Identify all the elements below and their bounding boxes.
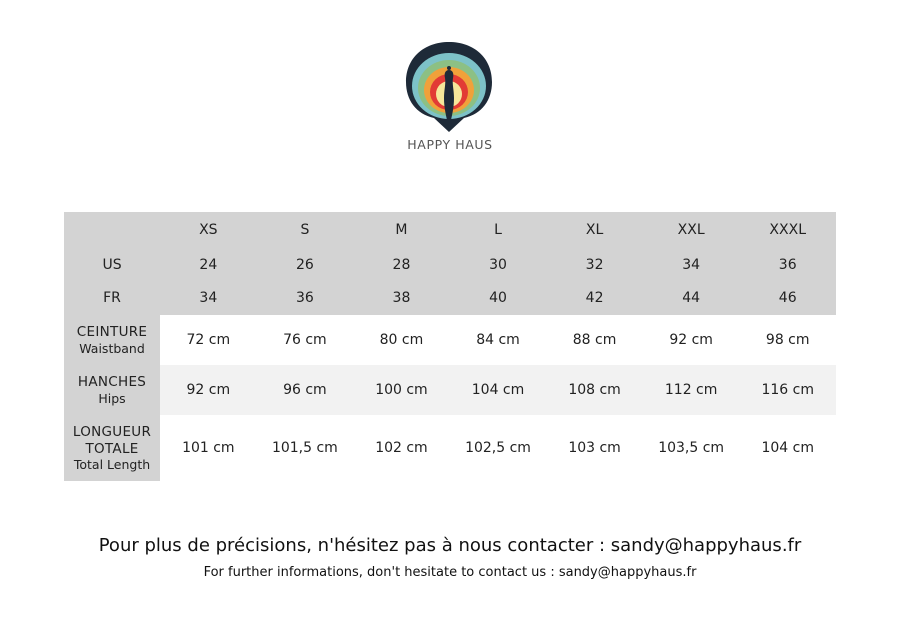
fr-value-cell: 34 [160,281,257,315]
total-length-value-cell: 103,5 cm [643,415,740,481]
total-length-value-cell: 102 cm [353,415,450,481]
fr-size-row [64,281,836,315]
size-chart-table [64,212,836,481]
hips-value-cell: 116 cm [739,365,836,415]
waistband-value-cell: 76 cm [257,315,354,365]
us-value-cell: 30 [450,248,547,281]
total-length-value-cell: 103 cm [546,415,643,481]
us-value-cell: 28 [353,248,450,281]
corner-cell [64,212,160,248]
size-header-row [64,212,836,248]
size-header-cell: L [450,212,547,248]
fr-value-cell: 36 [257,281,354,315]
size-header-cell: M [353,212,450,248]
waistband-value-cell: 88 cm [546,315,643,365]
brand-name: HAPPY HAUS [407,137,493,152]
fr-value-cell: 40 [450,281,547,315]
fr-label: FR [64,281,160,315]
waistband-label-fr: CEINTURE [76,324,148,341]
hips-value-cell: 100 cm [353,365,450,415]
fr-value-cell: 44 [643,281,740,315]
us-size-row [64,248,836,281]
hips-row [64,365,836,415]
us-value-cell: 34 [643,248,740,281]
total-length-value-cell: 104 cm [739,415,836,481]
waistband-value-cell: 80 cm [353,315,450,365]
hips-value-cell: 92 cm [160,365,257,415]
size-header-cell: XXXL [739,212,836,248]
total-length-value-cell: 101,5 cm [257,415,354,481]
total-length-value-cell: 101 cm [160,415,257,481]
waistband-value-cell: 98 cm [739,315,836,365]
us-value-cell: 24 [160,248,257,281]
waistband-row [64,315,836,365]
size-header-cell: S [257,212,354,248]
waistband-value-cell: 84 cm [450,315,547,365]
total-length-label-en: Total Length [73,456,151,472]
us-label: US [64,248,160,281]
us-value-cell: 36 [739,248,836,281]
total-length-label-fr-line1: LONGUEUR [72,424,152,441]
fr-value-cell: 42 [546,281,643,315]
contact-note-en: For further informations, don't hesitate to contact us : sandy@happyhaus.fr [203,565,697,580]
fr-value-cell: 38 [353,281,450,315]
hips-label-en: Hips [98,390,126,406]
waistband-label [64,315,160,365]
size-header-cell: XS [160,212,257,248]
us-value-cell: 32 [546,248,643,281]
contact-note-fr: Pour plus de précisions, n'hésitez pas à nous contacter : sandy@happyhaus.fr [98,535,802,556]
waistband-value-cell: 92 cm [643,315,740,365]
happy-haus-peacock-logo-icon [404,40,494,132]
size-header-cell: XL [546,212,643,248]
hips-label [64,365,160,415]
waistband-label-en: Waistband [79,340,145,356]
hips-value-cell: 108 cm [546,365,643,415]
waistband-value-cell: 72 cm [160,315,257,365]
hips-value-cell: 112 cm [643,365,740,415]
total-length-label-fr-line2: TOTALE [85,440,139,457]
total-length-value-cell: 102,5 cm [450,415,547,481]
us-value-cell: 26 [257,248,354,281]
hips-value-cell: 104 cm [450,365,547,415]
total-length-label [64,415,160,481]
hips-value-cell: 96 cm [257,365,354,415]
total-length-row [64,415,836,481]
hips-label-fr: HANCHES [77,374,147,391]
fr-value-cell: 46 [739,281,836,315]
size-header-cell: XXL [643,212,740,248]
